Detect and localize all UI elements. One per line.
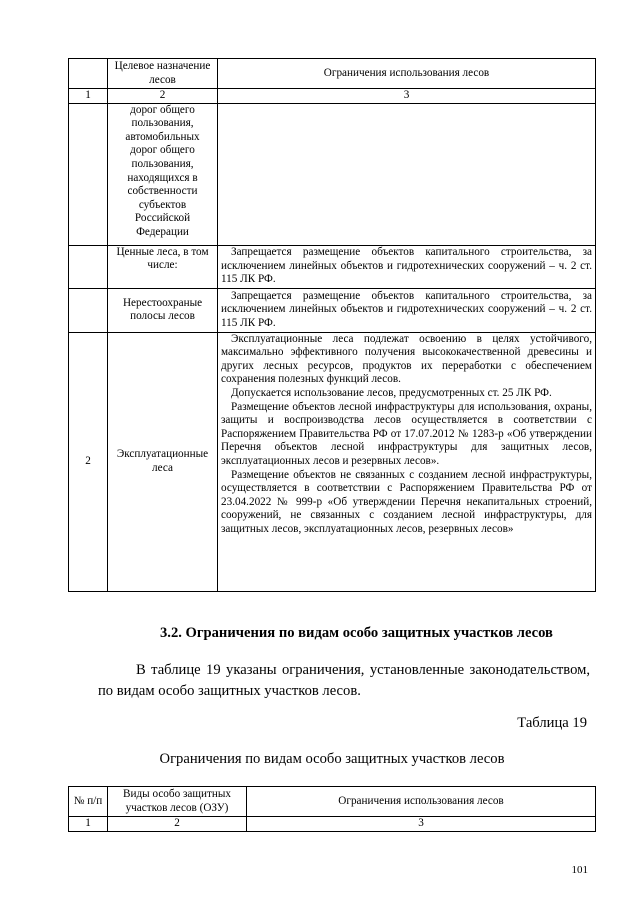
column-number-1: 1 <box>69 89 108 104</box>
header-number-cell <box>69 59 108 89</box>
purpose-cell: дорог общего пользования, автомобильных дорог общего пользования, находящихся в собственности субъектов Российской Федерации <box>108 103 218 245</box>
header-restrictions-cell: Ограничения использования лесов <box>247 787 596 817</box>
purpose-cell: Ценные леса, в том числе: <box>108 245 218 288</box>
column-number-2: 2 <box>108 89 218 104</box>
table-row <box>69 332 596 591</box>
purpose-cell: Эксплуатационные леса <box>108 332 218 591</box>
restriction-paragraph: Размещение объектов лесной инфраструктуры для использования, охраны, защиты и воспроизводства лесов осуществляется в соответствии с Распоряжением Правительства РФ от 17.07.2012 № 1283-р «Об утверждении Перечня объектов лесной инфраструктуры для защитных лесов, эксплуатационных лесов и резервных лесов». <box>221 400 592 467</box>
row-number-cell <box>69 288 108 332</box>
ozu-restrictions-table <box>68 786 596 832</box>
column-number-3: 3 <box>247 817 596 832</box>
column-number-2: 2 <box>108 817 247 832</box>
restriction-text: Запрещается размещение объектов капитального строительства, за исключением линейных объектов и гидротехнических сооружений – ч. 2 ст. 115 ЛК РФ. <box>221 246 592 286</box>
header-type-cell: Виды особо защитных участков лесов (ОЗУ) <box>108 787 247 817</box>
column-number-row <box>69 89 596 104</box>
section-paragraph: В таблице 19 указаны ограничения, установленные законодательством, по видам особо защитных участков лесов. <box>98 662 590 699</box>
column-number-3: 3 <box>218 89 596 104</box>
table-title: Ограничения по видам особо защитных участков лесов <box>159 751 505 767</box>
table-row <box>69 288 596 332</box>
row-number-cell <box>69 245 108 288</box>
row-number-cell: 2 <box>69 332 108 591</box>
purpose-cell: Нерестоохраные полосы лесов <box>108 288 218 332</box>
restriction-cell <box>218 103 596 245</box>
restriction-cell <box>218 332 596 591</box>
restriction-paragraph: Допускается использование лесов, предусмотренных ст. 25 ЛК РФ. <box>231 386 552 399</box>
section-heading: 3.2. Ограничения по видам особо защитных участков лесов <box>160 625 553 641</box>
table-header-row <box>69 787 596 817</box>
header-restrictions-cell: Ограничения использования лесов <box>218 59 596 89</box>
table-header-row <box>69 59 596 89</box>
header-purpose-cell: Целевое назначение лесов <box>108 59 218 89</box>
table-label: Таблица 19 <box>517 715 587 731</box>
page-number: 101 <box>571 864 588 876</box>
column-number-row <box>69 817 596 832</box>
restrictions-table-continued <box>68 58 596 592</box>
table-row <box>69 245 596 288</box>
restriction-text: Запрещается размещение объектов капитального строительства, за исключением линейных объектов и гидротехнических сооружений – ч. 2 ст. 115 ЛК РФ. <box>221 289 592 329</box>
restriction-cell <box>218 245 596 288</box>
restriction-paragraph: Эксплуатационные леса подлежат освоению в целях устойчивого, максимально эффективного получения высококачественной древесины и других лесных ресурсов, продуктов их переработки с обеспечением сохранения полезных функций лесов. <box>221 332 592 386</box>
row-number-cell <box>69 103 108 245</box>
header-number-cell: № п/п <box>69 787 108 817</box>
restriction-paragraph: Размещение объектов не связанных с созданием лесной инфраструктуры, осуществляется в соответствии с Распоряжением Правительства РФ от 23.04.2022 № 999-р «Об утверждении Перечня некапитальных строений, сооружений, не связанных с созданием лесной инфраструктуры, для защитных лесов, эксплуатационных лесов, резервных лесов» <box>221 468 592 535</box>
table-row <box>69 103 596 245</box>
column-number-1: 1 <box>69 817 108 832</box>
restriction-cell <box>218 288 596 332</box>
